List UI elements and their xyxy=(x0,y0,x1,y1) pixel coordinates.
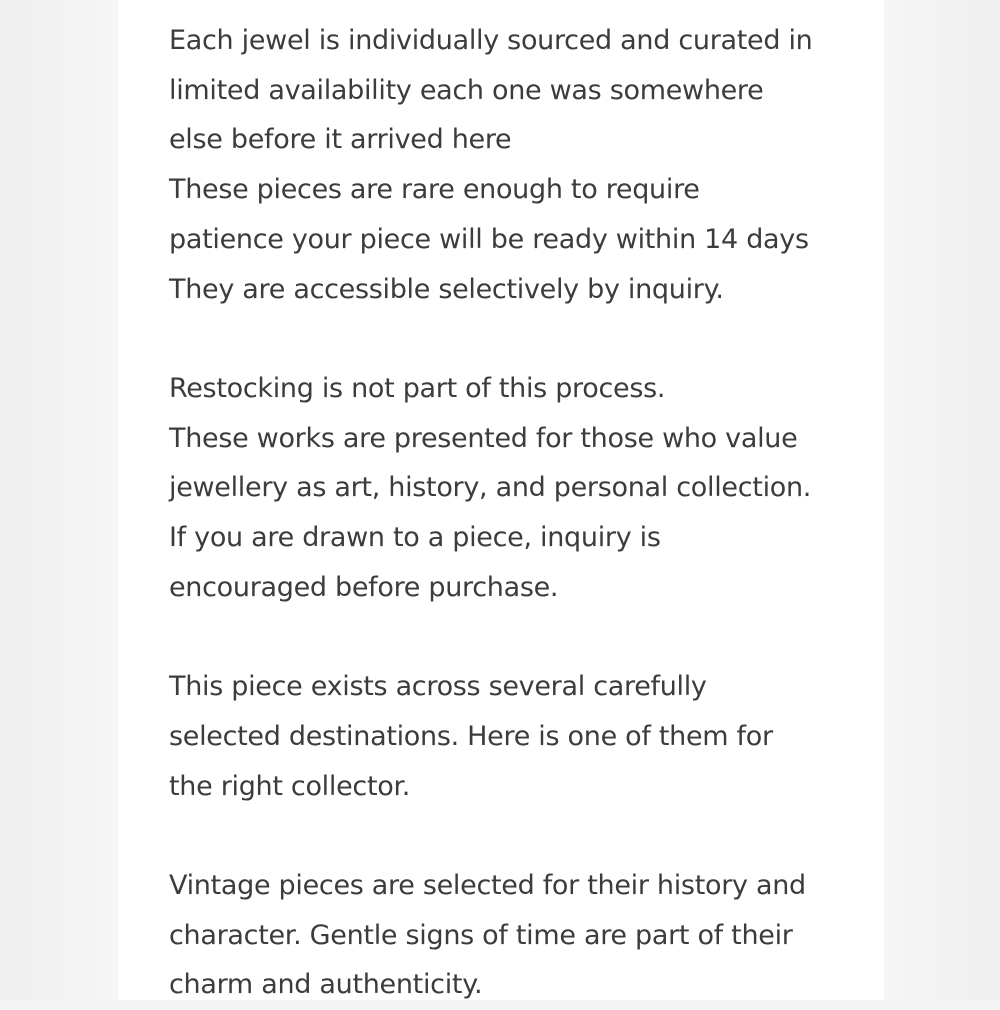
description-paragraph-vintage xyxy=(169,861,869,1010)
description-paragraph-sourcing xyxy=(169,16,869,314)
text-line: patience your piece will be ready within 14 days xyxy=(169,223,809,255)
text-line: If you are drawn to a piece, inquiry is xyxy=(169,522,661,554)
text-line: charm and authenticity. xyxy=(169,969,483,1001)
text-line: encouraged before purchase. xyxy=(169,571,559,603)
description-paragraph-restocking xyxy=(169,364,869,613)
text-line: These works are presented for those who value xyxy=(169,422,798,454)
text-line: Each jewel is individually sourced and curated in xyxy=(169,25,813,56)
right-margin xyxy=(880,0,1000,1000)
text-line: Vintage pieces are selected for their history and xyxy=(169,869,806,901)
text-line: selected destinations. Here is one of them for xyxy=(169,720,773,752)
left-margin xyxy=(0,0,120,1000)
text-line: the right collector. xyxy=(169,770,411,802)
text-line: They are accessible selectively by inquiry. xyxy=(169,273,724,305)
text-line: character. Gentle signs of time are part of their xyxy=(169,919,793,951)
text-line: This piece exists across several carefully xyxy=(169,671,707,703)
text-line: limited availability each one was somewhere xyxy=(169,74,764,106)
product-description xyxy=(169,16,869,1010)
text-line: jewellery as art, history, and personal collection. xyxy=(169,472,812,504)
description-paragraph-destinations xyxy=(169,662,869,811)
text-line: Restocking is not part of this process. xyxy=(169,372,666,404)
text-line: These pieces are rare enough to require xyxy=(169,174,700,206)
text-line: else before it arrived here xyxy=(169,124,512,156)
